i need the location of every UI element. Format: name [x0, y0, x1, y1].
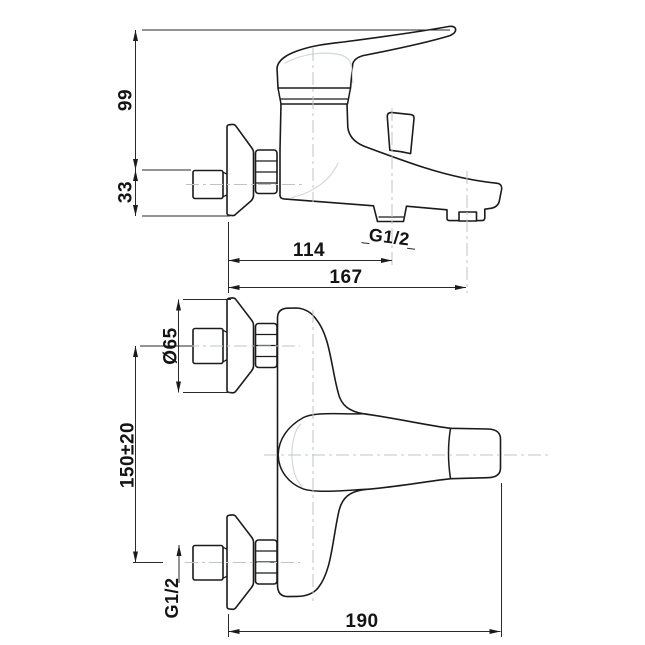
- dimension-99-33: [116, 30, 139, 216]
- dim-label-o65: Ø65: [160, 327, 182, 365]
- dim-label-99: 99: [115, 88, 137, 112]
- wall-escutcheon-side: [227, 124, 254, 215]
- dim-label-g12-spout: G1/2: [367, 224, 411, 250]
- plan-view: [118, 298, 553, 637]
- wall-escutcheon-top: [227, 298, 254, 393]
- thread-callout-inlet: [162, 545, 182, 619]
- thread-callout-spout: [361, 224, 417, 250]
- dim-label-33: 33: [115, 180, 137, 204]
- spout-outlet-aerator: [459, 212, 477, 221]
- dim-label-g12-inlet: G1/2: [162, 577, 182, 619]
- side-view: [116, 26, 502, 293]
- union-nut-side: [256, 150, 278, 194]
- dimension-190: [229, 611, 501, 634]
- dimension-167: [229, 267, 467, 290]
- diverter-knob: [387, 112, 414, 153]
- handle-neck-right: [348, 88, 351, 104]
- dimension-150: [118, 346, 139, 563]
- handle-neck-left: [278, 88, 281, 104]
- dim-label-167: 167: [329, 267, 363, 288]
- dim-label-190: 190: [345, 611, 379, 632]
- lever-handle-side: [277, 26, 456, 88]
- dim-label-150: 150±20: [117, 421, 139, 489]
- body-plan: [278, 308, 501, 597]
- dim-label-114: 114: [292, 240, 326, 261]
- dimension-o65: [161, 300, 182, 393]
